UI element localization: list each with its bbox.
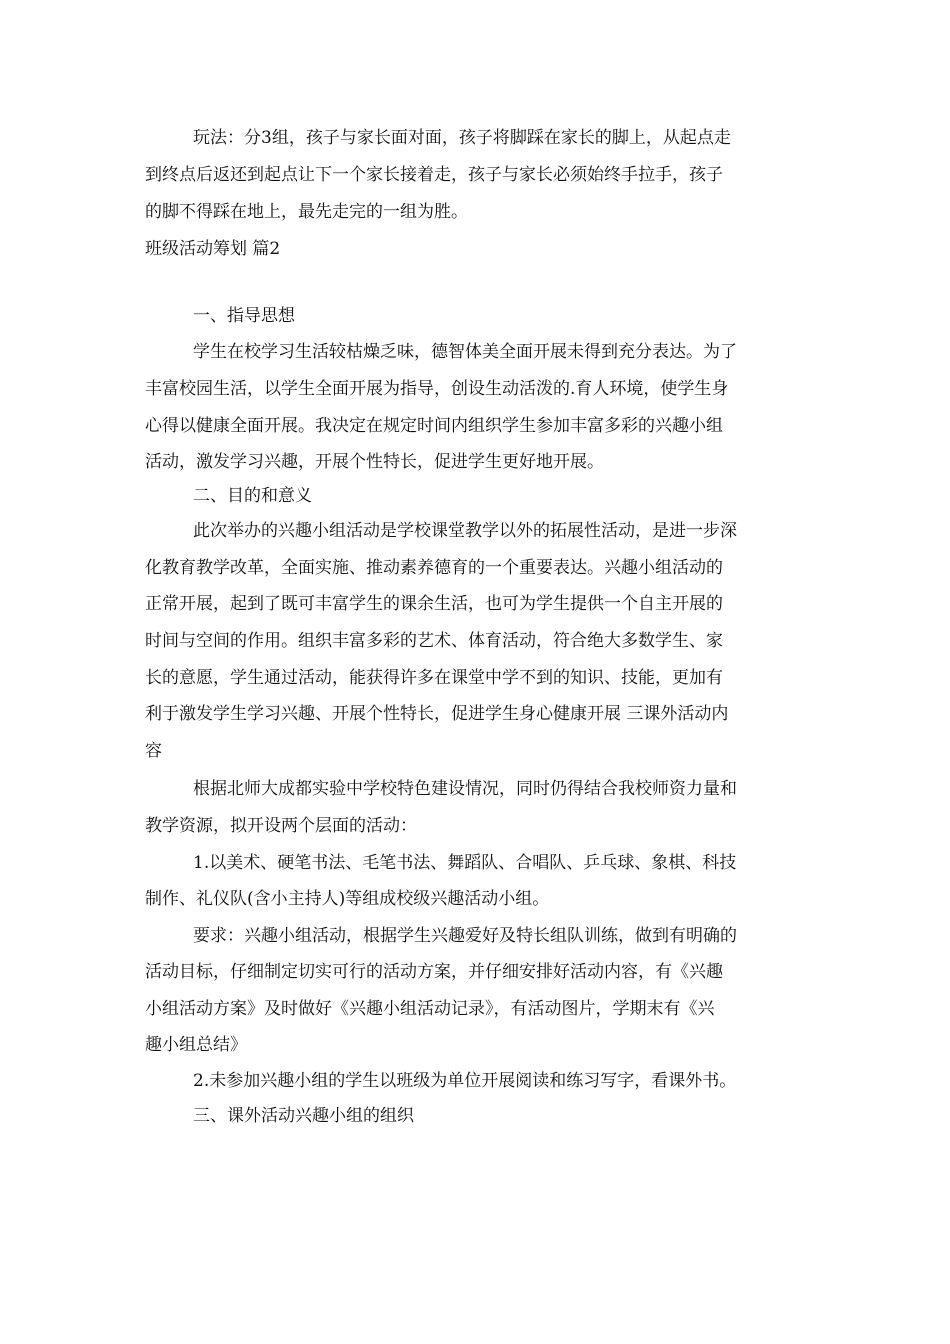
para1-line-4: 活动，激发学习兴趣，开展个性特长，促进学生更好地开展。 [145,452,604,472]
para2-line-6: 利于激发学生学习兴趣、开展个性特长，促进学生身心健康开展 三课外活动内 [145,704,729,724]
intro-line-1: 玩法：分3组，孩子与家长面对面，孩子将脚踩在家长的脚上，从起点走 [193,128,731,148]
para2-line-3: 正常开展，起到了既可丰富学生的课余生活，也可为学生提供一个自主开展的 [145,594,723,614]
item2-line: 2.未参加兴趣小组的学生以班级为单位开展阅读和练习写字，看课外书。 [193,1071,737,1091]
heading-guiding-thought: 一、指导思想 [193,306,295,326]
para3-line-2: 教学资源，拟开设两个层面的活动： [145,816,417,836]
para1-line-2: 丰富校园生活，以学生全面开展为指导，创设生动活泼的.育人环境，使学生身 [145,379,729,399]
para1-line-1: 学生在校学习生活较枯燥乏味，德智体美全面开展未得到充分表达。为了 [193,342,737,362]
intro-line-2: 到终点后返还到起点让下一个家长接着走，孩子与家长必须始终手拉手，孩子 [145,165,723,185]
para2-line-7: 容 [145,741,162,761]
requirement-line-1: 要求：兴趣小组活动，根据学生兴趣爱好及特长组队训练，做到有明确的 [193,926,737,946]
requirement-line-2: 活动目标，仔细制定切实可行的活动方案，并仔细安排好活动内容，有《兴趣 [145,962,723,982]
heading-purpose: 二、目的和意义 [193,486,312,506]
para3-line-1: 根据北师大成都实验中学校特色建设情况，同时仍得结合我校师资力量和 [193,779,737,799]
para1-line-3: 心得以健康全面开展。我决定在规定时间内组织学生参加丰富多彩的兴趣小组 [145,416,723,436]
intro-line-3: 的脚不得踩在地上，最先走完的一组为胜。 [145,202,468,222]
item1-line-2: 制作、礼仪队(含小主持人)等组成校级兴趣活动小组。 [145,889,550,909]
para2-line-1: 此次举办的兴趣小组活动是学校课堂教学以外的拓展性活动，是进一步深 [193,521,737,541]
section-title: 班级活动筹划 篇2 [145,239,281,259]
para2-line-2: 化教育教学改革，全面实施、推动素养德育的一个重要表达。兴趣小组活动的 [145,558,723,578]
requirement-line-3: 小组活动方案》及时做好《兴趣小组活动记录》，有活动图片，学期末有《兴 [145,999,715,1019]
para2-line-4: 时间与空间的作用。组织丰富多彩的艺术、体育活动，符合绝大多数学生、家 [145,631,723,651]
heading-organization: 三、课外活动兴趣小组的组织 [193,1106,414,1126]
requirement-line-4: 趣小组总结》 [145,1035,247,1055]
para2-line-5: 长的意愿，学生通过活动，能获得许多在课堂中学不到的知识、技能，更加有 [145,668,723,688]
item1-line-1: 1.以美术、硬笔书法、毛笔书法、舞蹈队、合唱队、乒乓球、象棋、科技 [193,853,737,873]
